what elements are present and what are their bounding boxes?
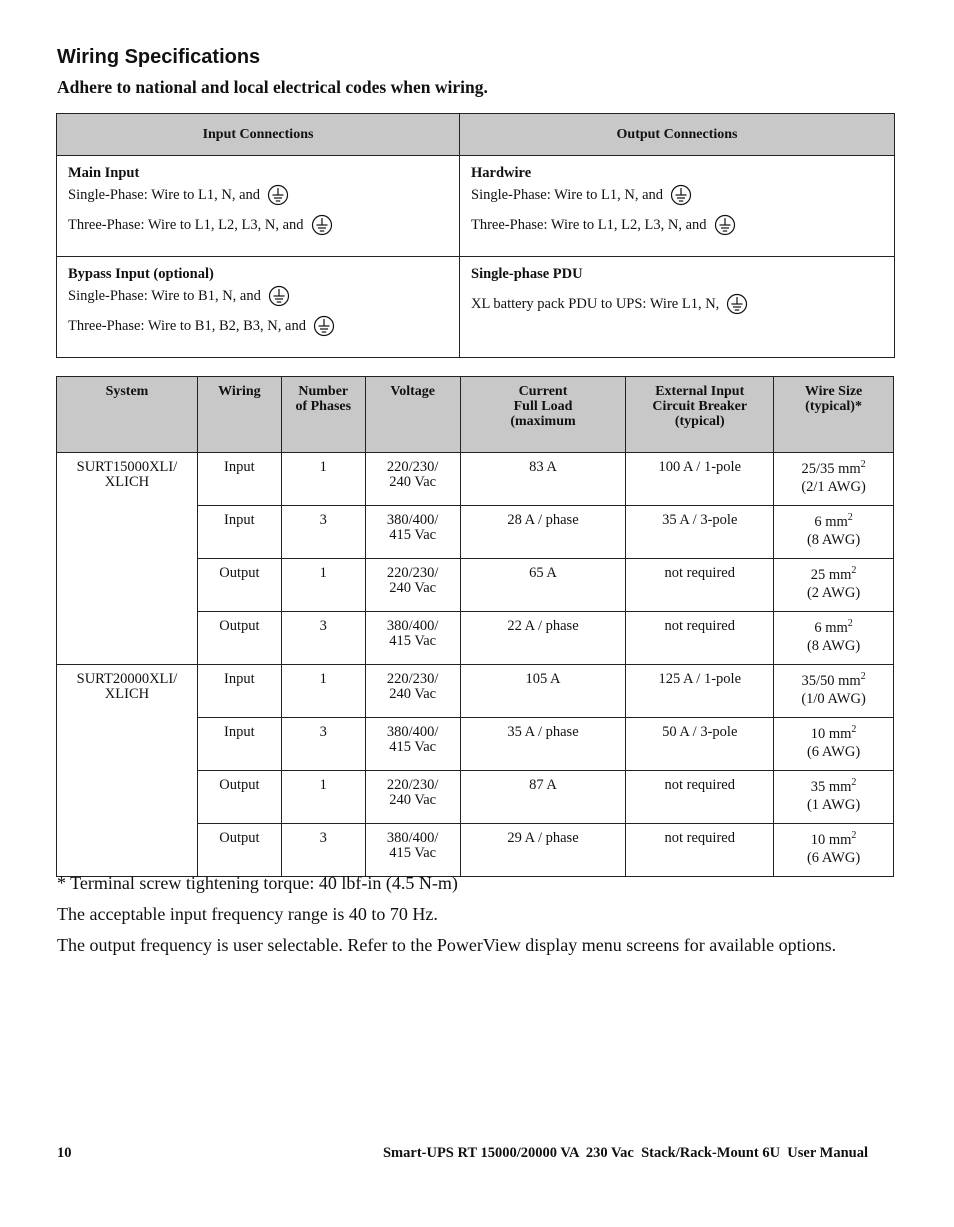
spec-table-body	[57, 453, 894, 877]
wiring-cell: Output	[197, 559, 281, 612]
voltage-text: 415 Vac	[389, 845, 437, 861]
ground-symbol-icon	[313, 315, 335, 337]
bypass-input-heading: Bypass Input (optional)	[68, 266, 214, 282]
spec-header-text: of Phases	[295, 399, 352, 414]
spec-header-text: Wiring	[218, 384, 261, 399]
hardwire-three-phase	[471, 214, 883, 236]
table-row	[57, 665, 894, 718]
connections-row	[57, 156, 895, 257]
page-subtitle: Adhere to national and local electrical codes when wiring.	[57, 77, 488, 97]
wiring-cell: Input	[197, 718, 281, 771]
spec-header-text: Full Load	[513, 399, 573, 414]
hardwire-cell	[460, 156, 895, 257]
main-input-single-phase	[68, 184, 448, 206]
wire-size-value	[777, 513, 890, 531]
wire-size-text: 6 mm	[814, 620, 848, 636]
voltage-cell	[365, 559, 460, 612]
current-cell: 87 A	[460, 771, 626, 824]
phases-cell: 1	[281, 453, 365, 506]
breaker-cell: not required	[626, 771, 774, 824]
voltage-text: 220/230/	[386, 671, 439, 687]
hardwire-three-phase-text: Three-Phase: Wire to L1, L2, L3, N, and	[471, 217, 707, 233]
wire-size-superscript: 2	[847, 512, 853, 524]
bypass-single-phase-text: Single-Phase: Wire to B1, N, and	[68, 288, 261, 304]
ground-symbol-icon	[267, 184, 289, 206]
spec-header-text: System	[105, 384, 149, 399]
wire-size-cell	[774, 665, 894, 718]
wire-size-superscript: 2	[851, 724, 857, 736]
wire-size-text: 10 mm	[810, 832, 852, 848]
connections-row	[57, 257, 895, 358]
wire-size-superscript: 2	[860, 459, 866, 471]
spec-header-text: Circuit Breaker	[652, 399, 748, 414]
spec-header-text: (maximum	[510, 414, 576, 429]
voltage-text: 220/230/	[386, 565, 439, 581]
wire-size-text: 25/35 mm	[801, 461, 861, 477]
wiring-cell: Input	[197, 506, 281, 559]
wire-size-superscript: 2	[860, 671, 866, 683]
current-cell: 83 A	[460, 453, 626, 506]
connections-table	[56, 113, 895, 358]
spec-header-text: Wire Size	[804, 384, 863, 399]
bypass-input-cell	[57, 257, 460, 358]
spec-header-text: (typical)*	[805, 399, 862, 414]
main-input-heading: Main Input	[68, 165, 140, 181]
spec-header-cell	[281, 377, 365, 453]
spec-header-cell	[57, 377, 198, 453]
ground-symbol-icon	[311, 214, 333, 236]
wire-size-value	[777, 831, 890, 849]
hardwire-heading: Hardwire	[471, 165, 532, 181]
wire-size-text: 10 mm	[810, 726, 852, 742]
wire-size-cell	[774, 771, 894, 824]
ground-symbol-icon	[268, 285, 290, 307]
voltage-text: 380/400/	[386, 512, 439, 528]
manual-title: Smart-UPS RT 15000/20000 VA 230 Vac Stack/Rack-Mount 6U User Manual	[382, 1145, 868, 1161]
pdu-heading: Single-phase PDU	[471, 266, 583, 282]
main-input-cell	[57, 156, 460, 257]
wire-size-cell	[774, 612, 894, 665]
current-cell: 29 A / phase	[460, 824, 626, 877]
voltage-cell	[365, 771, 460, 824]
wiring-cell: Output	[197, 771, 281, 824]
wiring-cell: Input	[197, 665, 281, 718]
wire-size-superscript: 2	[851, 565, 857, 577]
wire-awg-text: (6 AWG)	[806, 744, 861, 760]
main-input-single-phase-text: Single-Phase: Wire to L1, N, and	[68, 187, 261, 203]
spec-header-cell	[626, 377, 774, 453]
page-number: 10	[57, 1145, 72, 1161]
spec-header-text: Voltage	[390, 384, 435, 399]
hardwire-single-phase-text: Single-Phase: Wire to L1, N, and	[471, 187, 664, 203]
current-cell: 22 A / phase	[460, 612, 626, 665]
wire-size-text: 6 mm	[814, 514, 848, 530]
wire-size-value	[777, 460, 890, 478]
system-name-text: SURT20000XLI/	[76, 671, 178, 687]
spec-header-cell	[460, 377, 626, 453]
voltage-cell	[365, 612, 460, 665]
current-cell: 65 A	[460, 559, 626, 612]
wire-size-superscript: 2	[851, 777, 857, 789]
wire-size-text: 35 mm	[810, 779, 852, 795]
bypass-three-phase	[68, 315, 448, 337]
phases-cell: 3	[281, 824, 365, 877]
wire-size-cell	[774, 824, 894, 877]
voltage-text: 380/400/	[386, 830, 439, 846]
voltage-text: 220/230/	[386, 777, 439, 793]
wire-size-value	[777, 619, 890, 637]
voltage-text: 240 Vac	[389, 792, 437, 808]
wire-awg-text: (2 AWG)	[806, 585, 861, 601]
system-name-text: SURT15000XLI/	[76, 459, 178, 475]
phases-cell: 3	[281, 718, 365, 771]
ground-symbol-icon	[714, 214, 736, 236]
voltage-text: 380/400/	[386, 724, 439, 740]
spec-header-cell	[774, 377, 894, 453]
torque-note: * Terminal screw tightening torque: 40 lbf-in (4.5 N-m)	[57, 873, 458, 893]
main-input-three-phase-text: Three-Phase: Wire to L1, L2, L3, N, and	[68, 217, 304, 233]
ground-symbol-icon	[726, 293, 748, 315]
wire-awg-text: (6 AWG)	[806, 850, 861, 866]
frequency-note: The acceptable input frequency range is 40 to 70 Hz.	[57, 904, 438, 924]
wiring-cell: Output	[197, 612, 281, 665]
breaker-cell: 35 A / 3-pole	[626, 506, 774, 559]
wire-size-value	[777, 778, 890, 796]
spec-header-text: Current	[518, 384, 568, 399]
spec-header-cell	[197, 377, 281, 453]
voltage-cell	[365, 824, 460, 877]
page-title: Wiring Specifications	[57, 46, 261, 68]
wiring-specifications-table	[56, 376, 894, 877]
hardwire-single-phase	[471, 184, 883, 206]
bypass-single-phase	[68, 285, 448, 307]
wire-size-value	[777, 566, 890, 584]
wire-size-text: 25 mm	[810, 567, 852, 583]
breaker-cell: 100 A / 1-pole	[626, 453, 774, 506]
wiring-cell: Output	[197, 824, 281, 877]
spec-header-row	[57, 377, 894, 453]
wiring-cell: Input	[197, 453, 281, 506]
wire-size-value	[777, 672, 890, 690]
current-cell: 35 A / phase	[460, 718, 626, 771]
system-name-text: XLICH	[104, 474, 150, 490]
spec-header-cell	[365, 377, 460, 453]
voltage-text: 415 Vac	[389, 739, 437, 755]
breaker-cell: 50 A / 3-pole	[626, 718, 774, 771]
voltage-text: 415 Vac	[389, 633, 437, 649]
wire-size-cell	[774, 506, 894, 559]
system-name-text: XLICH	[104, 686, 150, 702]
voltage-text: 240 Vac	[389, 580, 437, 596]
pdu-line	[471, 293, 883, 315]
main-input-three-phase	[68, 214, 448, 236]
input-connections-header: Input Connections	[57, 114, 460, 156]
voltage-text: 240 Vac	[389, 686, 437, 702]
phases-cell: 1	[281, 771, 365, 824]
wire-awg-text: (8 AWG)	[806, 638, 861, 654]
output-frequency-note: The output frequency is user selectable. Refer to the PowerView display menu screens for available options.	[57, 935, 837, 955]
wire-size-text: 35/50 mm	[801, 673, 861, 689]
phases-cell: 3	[281, 506, 365, 559]
voltage-text: 415 Vac	[389, 527, 437, 543]
wire-size-cell	[774, 453, 894, 506]
voltage-text: 220/230/	[386, 459, 439, 475]
wire-size-cell	[774, 718, 894, 771]
ground-symbol-icon	[670, 184, 692, 206]
system-cell	[57, 453, 198, 665]
breaker-cell: not required	[626, 559, 774, 612]
breaker-cell: 125 A / 1-pole	[626, 665, 774, 718]
spec-header-text: External Input	[655, 384, 745, 399]
wire-awg-text: (8 AWG)	[806, 532, 861, 548]
wire-size-cell	[774, 559, 894, 612]
current-cell: 28 A / phase	[460, 506, 626, 559]
wire-awg-text: (1/0 AWG)	[801, 691, 866, 707]
voltage-cell	[365, 506, 460, 559]
wire-awg-text: (2/1 AWG)	[801, 479, 866, 495]
breaker-cell: not required	[626, 824, 774, 877]
wire-size-superscript: 2	[851, 830, 857, 842]
bypass-three-phase-text: Three-Phase: Wire to B1, B2, B3, N, and	[68, 318, 306, 334]
breaker-cell: not required	[626, 612, 774, 665]
voltage-cell	[365, 453, 460, 506]
voltage-text: 380/400/	[386, 618, 439, 634]
voltage-cell	[365, 718, 460, 771]
wire-awg-text: (1 AWG)	[806, 797, 861, 813]
pdu-line-text: XL battery pack PDU to UPS: Wire L1, N,	[471, 296, 720, 312]
phases-cell: 1	[281, 665, 365, 718]
output-connections-header: Output Connections	[460, 114, 895, 156]
voltage-text: 240 Vac	[389, 474, 437, 490]
table-row	[57, 453, 894, 506]
spec-header-text: (typical)	[674, 414, 725, 429]
wire-size-value	[777, 725, 890, 743]
voltage-cell	[365, 665, 460, 718]
phases-cell: 3	[281, 612, 365, 665]
system-cell	[57, 665, 198, 877]
connections-header-row	[57, 114, 895, 156]
current-cell: 105 A	[460, 665, 626, 718]
phases-cell: 1	[281, 559, 365, 612]
pdu-cell	[460, 257, 895, 358]
spec-header-text: Number	[298, 384, 349, 399]
wire-size-superscript: 2	[847, 618, 853, 630]
